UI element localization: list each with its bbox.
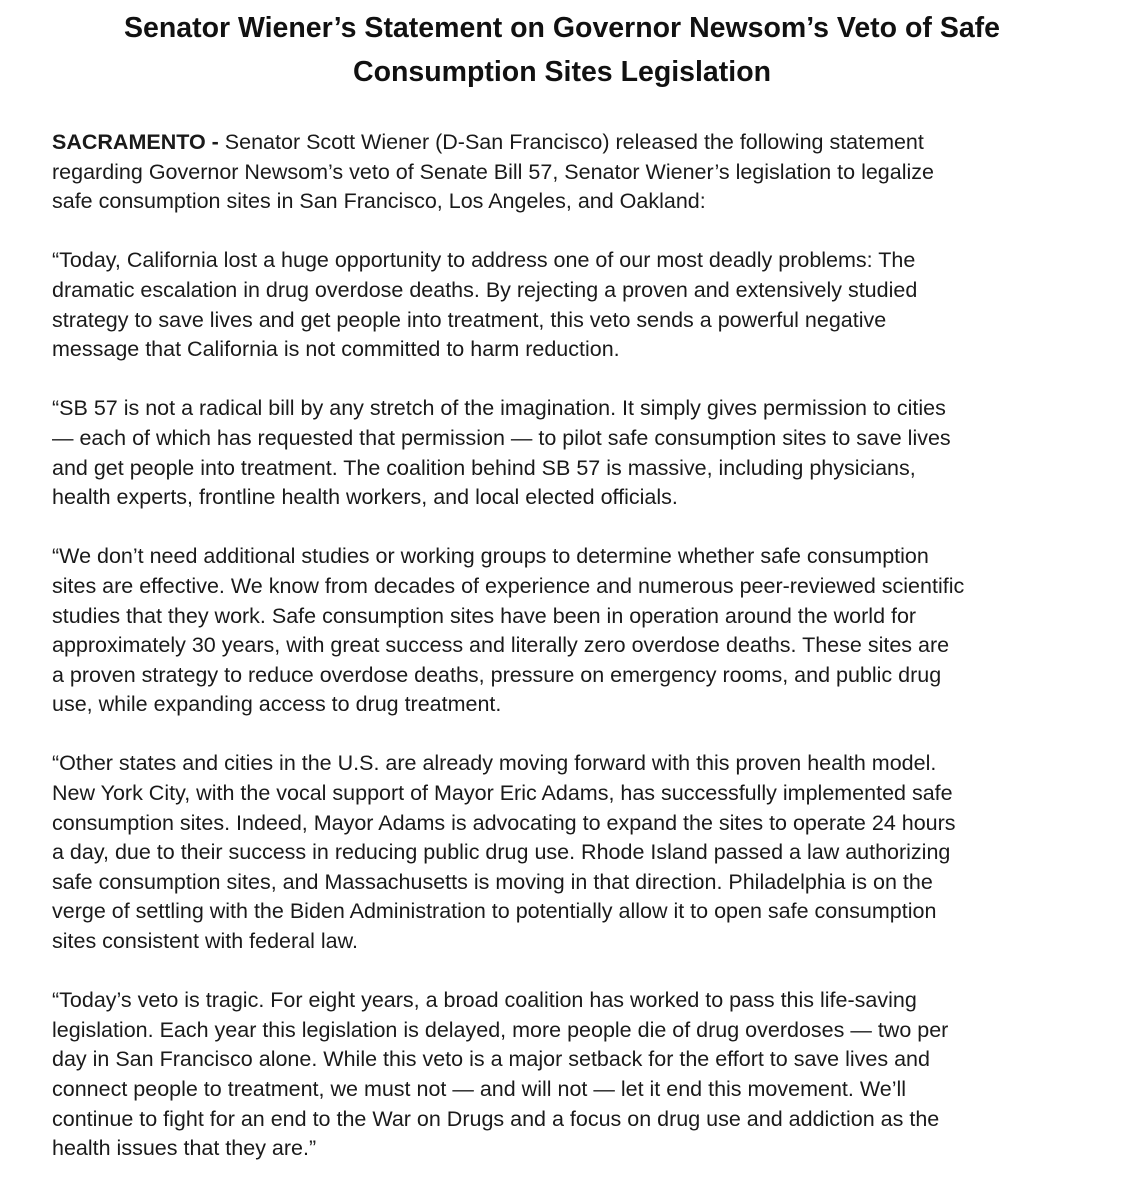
paragraph-line: connect people to treatment, we must not — and will not — let it end this movement. We’ll [52,1077,907,1101]
paragraph-line: strategy to save lives and get people into treatment, this veto sends a powerful negative [52,307,887,332]
paragraph-line: safe consumption sites, and Massachusetts is moving in that direction. Philadelphia is on the [52,869,933,894]
paragraph-line: sites are effective. We know from decades of experience and numerous peer-reviewed scientific [52,573,965,598]
paragraph-line: approximately 30 years, with great success and literally zero overdose deaths. These sites are [52,633,950,658]
paragraph-line [52,128,1082,158]
paragraph-intro [52,128,1082,217]
paragraph-line: New York City, with the vocal support of Mayor Eric Adams, has successfully implemented safe [52,781,953,806]
paragraph-quote-5 [52,986,1082,1164]
paragraph-line: sites consistent with federal law. [52,929,358,954]
paragraph-line: “SB 57 is not a radical bill by any stretch of the imagination. It simply gives permission to cities [52,396,946,421]
paragraph-line: studies that they work. Safe consumption sites have been in operation around the world for [52,603,917,628]
paragraph-quote-3 [52,542,1082,720]
paragraph-line: day in San Francisco alone. While this veto is a major setback for the effort to save lives and [52,1047,930,1072]
paragraph-line: a day, due to their success in reducing public drug use. Rhode Island passed a law authorizing [52,840,951,865]
paragraph-quote-1 [52,246,1082,364]
paragraph-quote-2 [52,394,1082,512]
paragraph-line: dramatic escalation in drug overdose deaths. By rejecting a proven and extensively studied [52,277,918,302]
paragraph-line: safe consumption sites in San Francisco, Los Angeles, and Oakland: [52,189,706,214]
dateline: SACRAMENTO - [52,130,219,154]
page-title [52,0,1072,94]
paragraph-line: “We don’t need additional studies or working groups to determine whether safe consumption [52,544,929,569]
title-line-2: Consumption Sites Legislation [352,56,772,88]
paragraph-quote-4 [52,749,1082,956]
paragraph-line: continue to fight for an end to the War on Drugs and a focus on drug use and addiction as the [52,1106,940,1131]
paragraph-line: health experts, frontline health workers, and local elected officials. [52,485,678,510]
paragraph-line: “Other states and cities in the U.S. are already moving forward with this proven health model. [52,751,937,776]
paragraph-line: use, while expanding access to drug treatment. [52,692,502,717]
paragraph-line: regarding Governor Newsom’s veto of Senate Bill 57, Senator Wiener’s legislation to legalize [52,159,934,184]
paragraph-line: message that California is not committed to harm reduction. [52,337,620,362]
paragraph-line: verge of settling with the Biden Administration to potentially allow it to open safe consumption [52,899,937,924]
paragraph-line: legislation. Each year this legislation is delayed, more people die of drug overdoses — two per [52,1017,949,1042]
paragraph-line: “Today, California lost a huge opportunity to address one of our most deadly problems: The [52,248,916,273]
paragraph-line: “Today’s veto is tragic. For eight years, a broad coalition has worked to pass this life-saving [52,988,917,1013]
press-release-page [52,0,1082,1164]
paragraph-line: — each of which has requested that permission — to pilot safe consumption sites to save lives [52,425,951,450]
paragraph-line-text: Senator Scott Wiener (D-San Francisco) released the following statement [218,130,924,154]
title-line-1: Senator Wiener’s Statement on Governor Newsom’s Veto of Safe [123,12,1001,44]
paragraph-line: and get people into treatment. The coalition behind SB 57 is massive, including physicians, [52,455,916,480]
paragraph-line: consumption sites. Indeed, Mayor Adams is advocating to expand the sites to operate 24 hours [52,810,956,835]
paragraph-line: health issues that they are.” [52,1136,317,1161]
statement-body [52,128,1082,1164]
paragraph-line: a proven strategy to reduce overdose deaths, pressure on emergency rooms, and public drug [52,662,942,687]
